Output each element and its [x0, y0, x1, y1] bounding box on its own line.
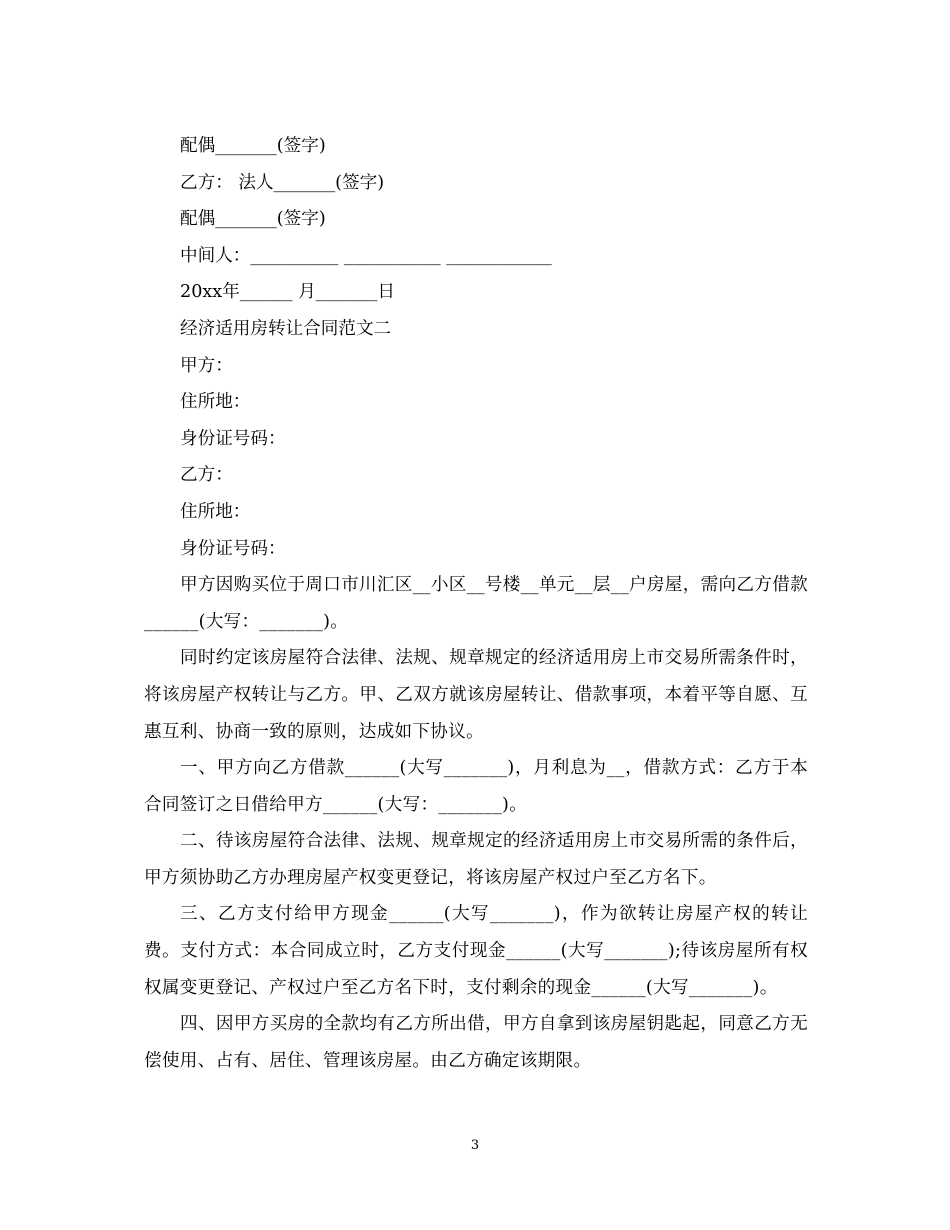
party-a-id-label: 身份证号码： [180, 428, 286, 449]
paragraph-loan-purpose: 甲方因购买位于周口市川汇区__小区__号楼__单元__层__户房屋，需向乙方借款______(大写：_______)。 [144, 575, 808, 632]
clause-3-payment: 三、乙方支付给甲方现金______(大写_______)，作为欲转让房屋产权的转让费。支付方式：本合同成立时，乙方支付现金______(大写_______);待该房屋所有权权属变更登记、产权过户至乙方名下时，支付剩余的现金______(大写_______)。 [144, 904, 808, 998]
clause-4-usage: 四、因甲方买房的全款均有乙方所出借，甲方自拿到该房屋钥匙起，同意乙方无偿使用、占有、居住、管理该房屋。由乙方确定该期限。 [144, 1014, 808, 1071]
signature-line-spouse-a: 配偶_______(签字) [180, 136, 326, 156]
party-a-label: 甲方： [180, 355, 233, 376]
signature-line-party-b-legal-person: 乙方： 法人_______(签字) [180, 172, 385, 193]
clause-2-transfer: 二、待该房屋符合法律、法规、规章规定的经济适用房上市交易所需的条件后，甲方须协助乙方办理房屋产权变更登记，将该房屋产权过户至乙方名下。 [144, 831, 808, 888]
section-title: 经济适用房转让合同范文二 [180, 318, 392, 339]
party-b-label: 乙方： [180, 465, 233, 486]
page-number: 3 [470, 1138, 480, 1153]
party-b-id-label: 身份证号码： [180, 538, 286, 559]
date-line: 20xx年______ 月_______日 [180, 282, 395, 303]
paragraph-agreement-intro: 同时约定该房屋符合法律、法规、规章规定的经济适用房上市交易所需条件时，将该房屋产权转让与乙方。甲、乙双方就该房屋转让、借款事项，本着平等自愿、互惠互利、协商一致的原则，达成如下协议。 [144, 648, 808, 742]
intermediary-line: 中间人：__________ ___________ ____________ [180, 245, 552, 266]
party-a-address-label: 住所地： [180, 392, 251, 413]
clause-1-loan: 一、甲方向乙方借款______(大写_______)，月利息为__，借款方式：乙方于本合同签订之日借给甲方______(大写：_______)。 [144, 758, 808, 815]
party-b-address-label: 住所地： [180, 501, 251, 522]
document-body [144, 128, 808, 1079]
signature-line-spouse-b: 配偶_______(签字) [180, 209, 326, 230]
